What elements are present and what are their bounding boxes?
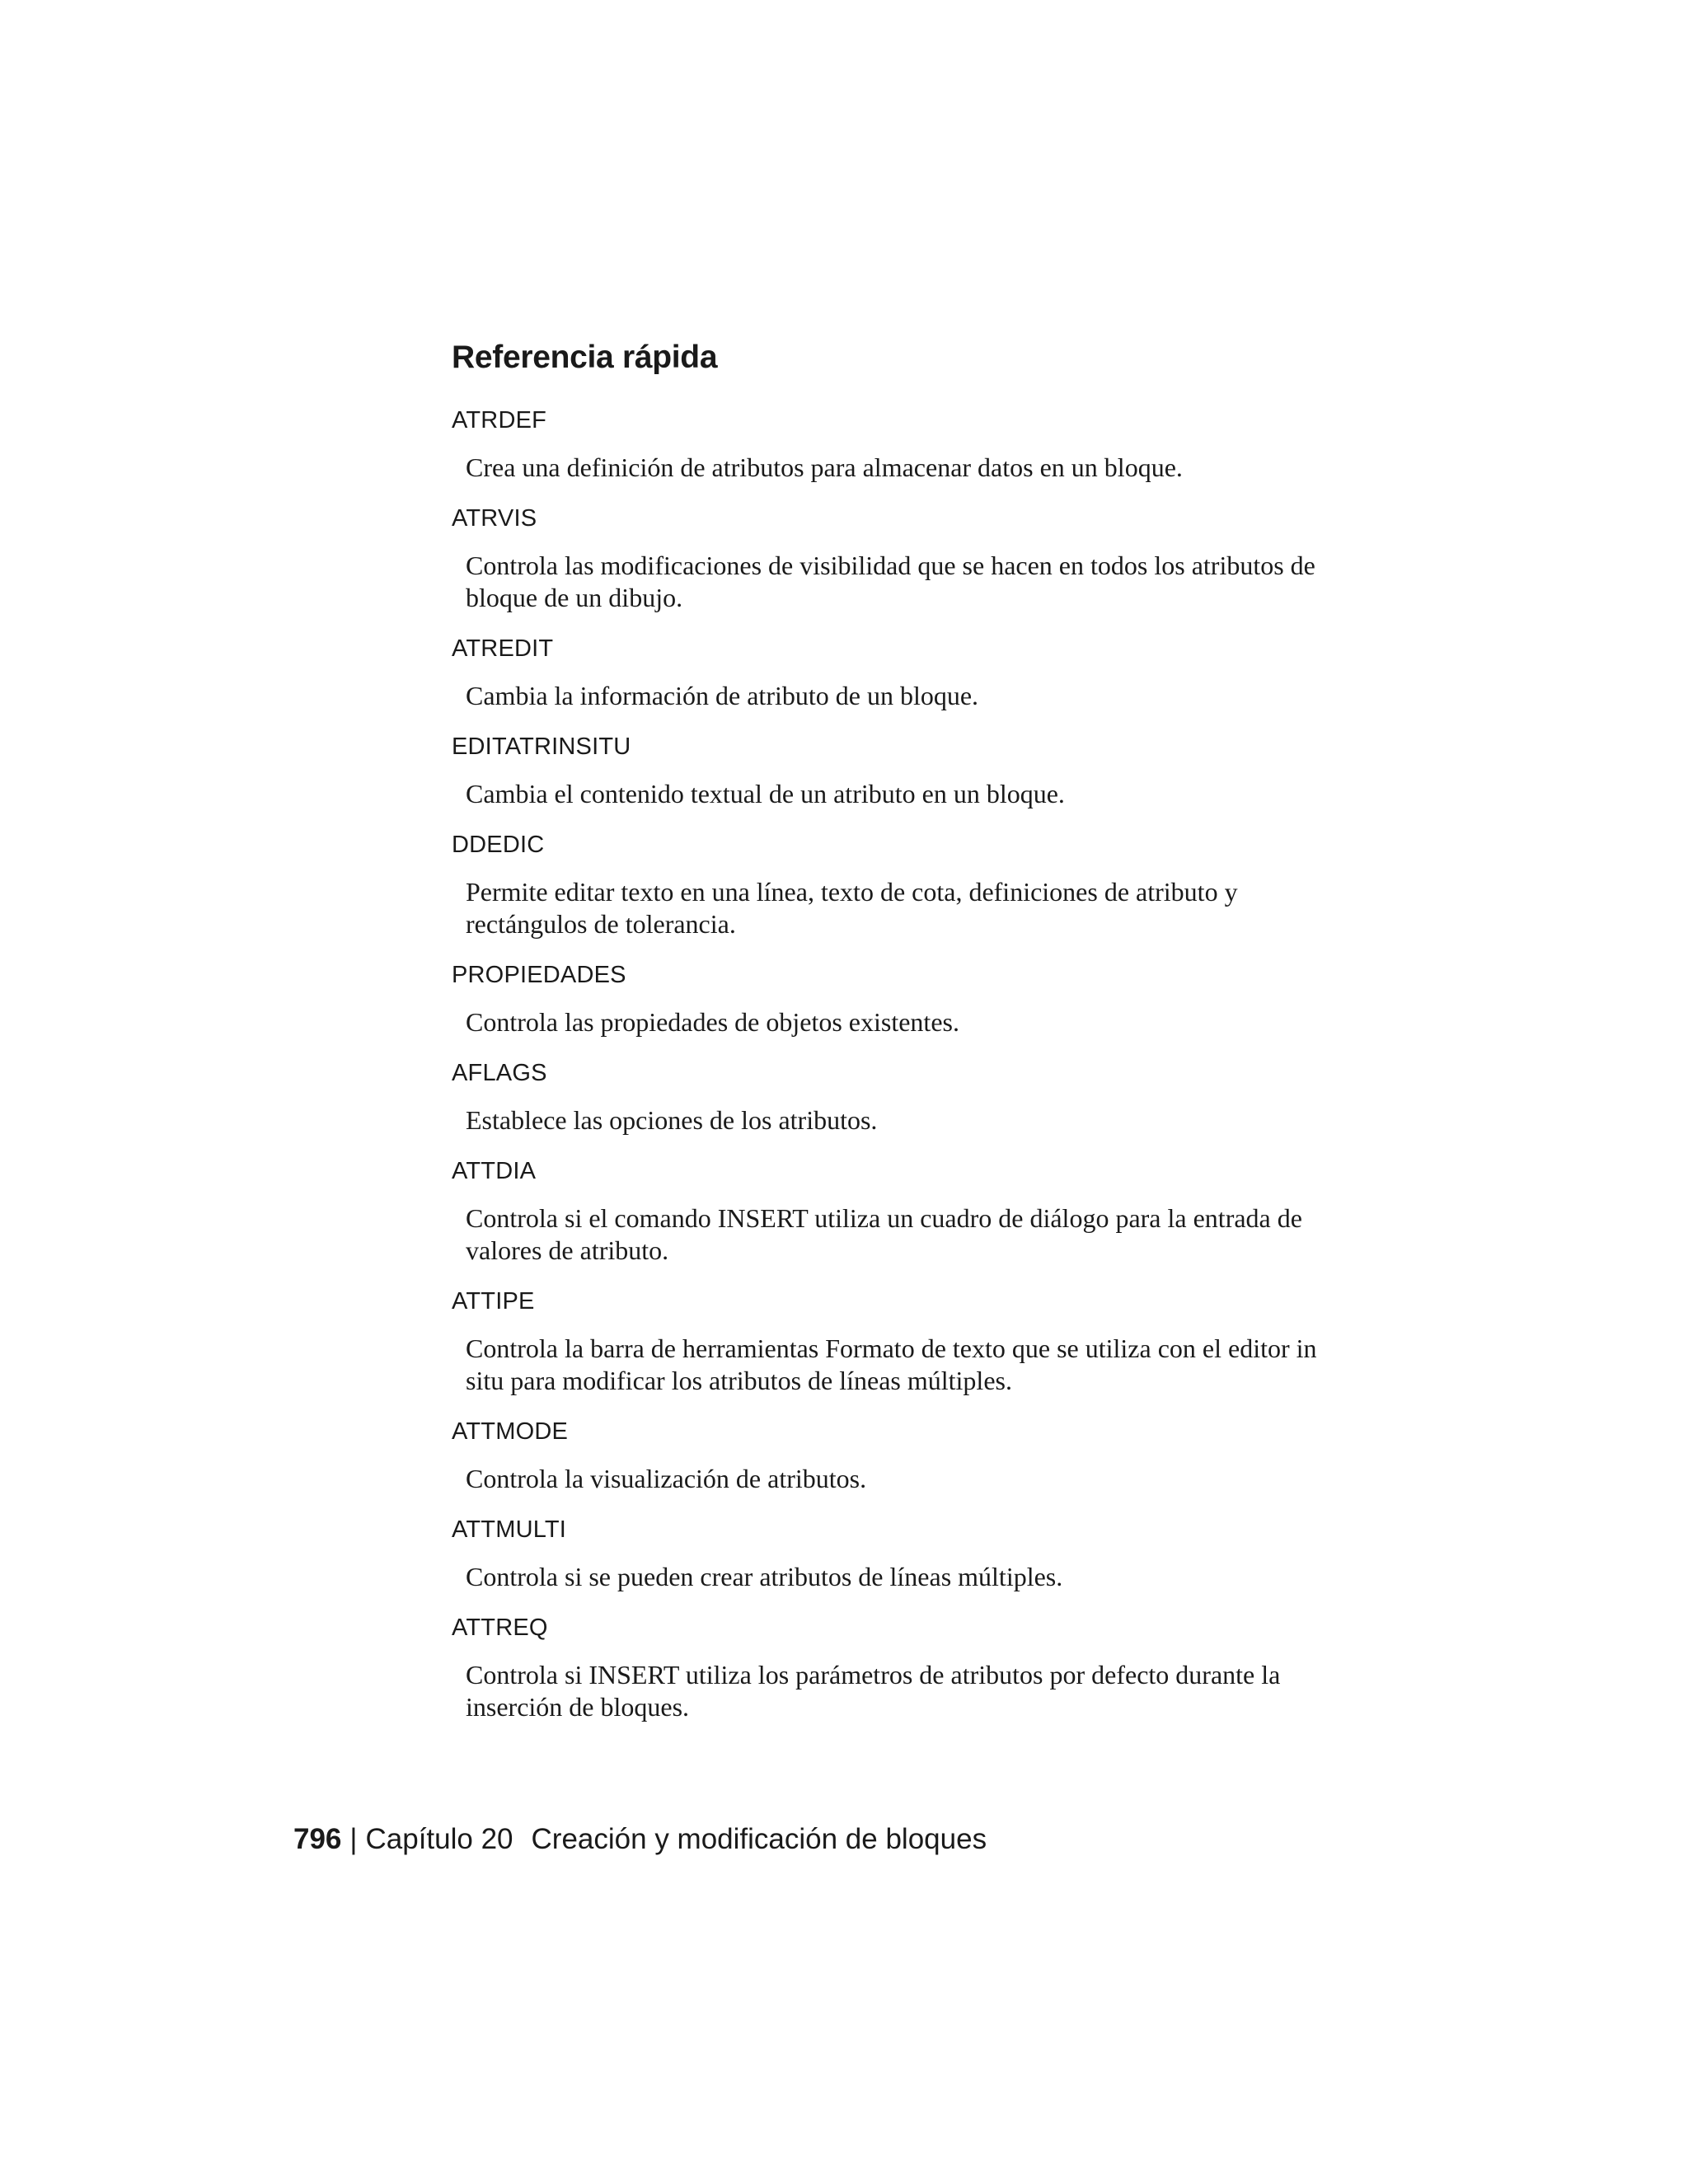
command-description: Controla la barra de herramientas Formato de texto que se utiliza con el editor in situ para modificar los atributos de líneas múltiples. <box>466 1333 1317 1395</box>
command-name: ATTMODE <box>452 1418 569 1445</box>
command-name: PROPIEDADES <box>452 962 626 988</box>
quick-reference-section <box>452 338 1358 1743</box>
command-description: Controla las modificaciones de visibilidad que se hacen en todos los atributos de bloque de un dibujo. <box>466 551 1315 612</box>
footer-separator: | <box>349 1823 358 1855</box>
command-description: Controla si se pueden crear atributos de líneas múltiples. <box>466 1562 1063 1591</box>
reference-entry <box>452 504 1358 614</box>
command-description: Permite editar texto en una línea, texto de cota, definiciones de atributo y rectángulos de tolerancia. <box>466 877 1238 939</box>
command-name: AFLAGS <box>452 1060 547 1086</box>
reference-entry <box>452 830 1358 940</box>
command-name: EDITATRINSITU <box>452 733 631 760</box>
command-name: ATTDIA <box>452 1158 537 1184</box>
command-name: ATREDIT <box>452 635 554 662</box>
chapter-title: Creación y modificación de bloques <box>531 1823 987 1855</box>
command-description: Cambia el contenido textual de un atributo en un bloque. <box>466 779 1065 808</box>
command-name: ATRVIS <box>452 505 537 532</box>
command-description: Crea una definición de atributos para almacenar datos en un bloque. <box>466 452 1183 482</box>
section-title: Referencia rápida <box>452 340 718 375</box>
command-description: Cambia la información de atributo de un bloque. <box>466 681 979 710</box>
reference-entry <box>452 1058 1358 1137</box>
command-name: ATTREQ <box>452 1615 548 1641</box>
reference-entry <box>452 1417 1358 1495</box>
command-description: Controla la visualización de atributos. <box>466 1464 867 1493</box>
chapter-label: Capítulo 20 <box>365 1823 513 1855</box>
reference-entry <box>452 1156 1358 1267</box>
page-number: 796 <box>293 1823 342 1855</box>
reference-entry <box>452 634 1358 712</box>
reference-entry <box>452 1286 1358 1397</box>
reference-entry <box>452 1613 1358 1723</box>
command-description: Controla las propiedades de objetos existentes. <box>466 1007 959 1037</box>
command-name: ATTIPE <box>452 1288 535 1315</box>
reference-entry <box>452 405 1358 484</box>
reference-entry <box>452 1515 1358 1593</box>
command-description: Establece las opciones de los atributos. <box>466 1105 878 1135</box>
command-description: Controla si el comando INSERT utiliza un cuadro de diálogo para la entrada de valores de atributo. <box>466 1203 1302 1265</box>
command-name: ATTMULTI <box>452 1516 567 1543</box>
command-name: ATRDEF <box>452 407 547 434</box>
reference-entry <box>452 960 1358 1038</box>
command-description: Controla si INSERT utiliza los parámetros de atributos por defecto durante la inserción de bloques. <box>466 1660 1281 1722</box>
page-footer <box>293 1821 987 1858</box>
command-name: DDEDIC <box>452 832 545 858</box>
reference-entry <box>452 732 1358 810</box>
